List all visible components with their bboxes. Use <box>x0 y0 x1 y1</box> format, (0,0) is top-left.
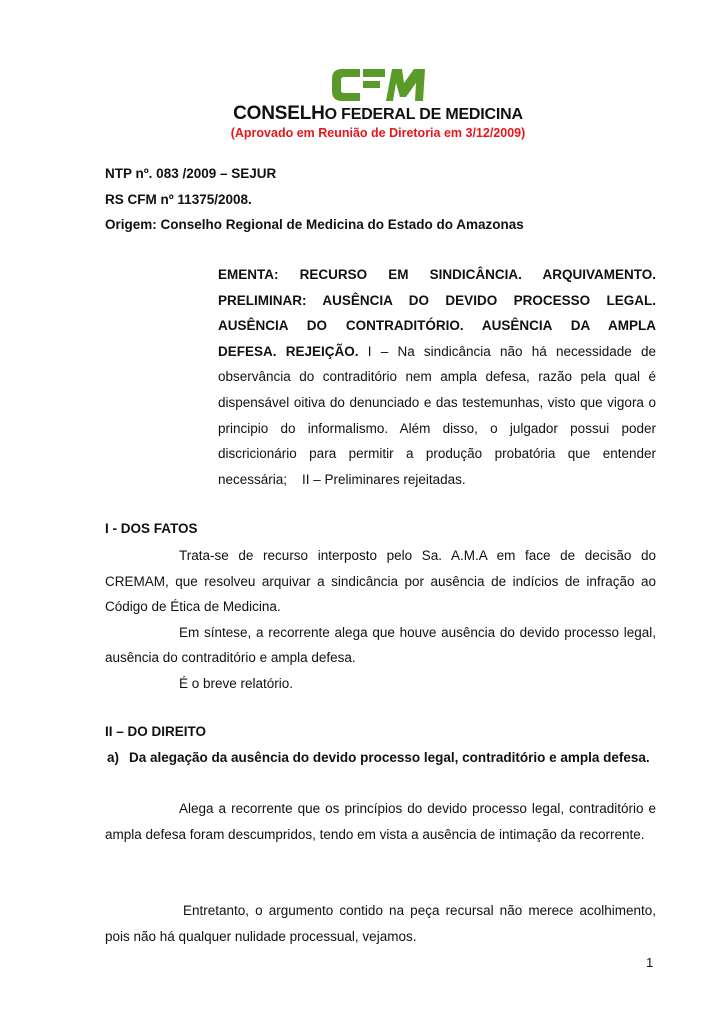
section-1-heading: I - DOS FATOS <box>105 521 198 536</box>
section-2-item-a <box>105 745 656 771</box>
ementa-line-3-text: AUSÊNCIA DO CONTRADITÓRIO. AUSÊNCIA DA AMPLA <box>218 318 656 334</box>
page-number: 1 <box>646 955 654 970</box>
ementa-body: observância do contraditório nem ampla defesa, razão pela qual é dispensável oitiva do denunciado e das testemunhas, visto que vigora o principio do informalismo. Além disso, o julgador possui poder discricionário para permitir a produção probatória que entender necessária; II – Preliminares rejeitadas. <box>218 369 660 487</box>
ntp-line: NTP nº. 083 /2009 – SEJUR <box>105 166 277 181</box>
origem-line: Origem: Conselho Regional de Medicina do Estado do Amazonas <box>105 217 524 232</box>
ementa-line-3 <box>218 313 656 339</box>
cfm-logo-graphic <box>330 67 426 103</box>
ementa-line-4 <box>218 339 656 365</box>
ementa-rejeicao: DEFESA. REJEIÇÃO. <box>218 343 359 359</box>
section-2-heading: II – DO DIREITO <box>105 724 207 739</box>
rs-line: RS CFM nº 11375/2008. <box>105 192 252 207</box>
title-part-1: CONSELH <box>233 103 325 124</box>
item-title: Da alegação da ausência do devido processo legal, contraditório e ampla defesa. <box>129 750 650 765</box>
ementa-block <box>218 262 660 492</box>
ementa-line-1-text: EMENTA: RECURSO EM SINDICÂNCIA. ARQUIVAMENTO. <box>218 267 656 282</box>
section-1-paragraph-3: É o breve relatório. <box>179 675 294 691</box>
page-title <box>0 103 724 125</box>
ementa-line-2-text: PRELIMINAR: AUSÊNCIA DO DEVIDO PROCESSO LEGAL. <box>218 292 656 308</box>
section-1-paragraph-2: Em síntese, a recorrente alega que houve ausência do devido processo legal, ausência do contraditório e ampla defesa. <box>105 624 656 666</box>
approval-subtitle: (Aprovado em Reunião de Diretoria em 3/12/2009) <box>230 126 526 140</box>
ementa-line-1 <box>218 262 656 288</box>
ementa-line-2 <box>218 288 656 314</box>
title-part-2: O FEDERAL DE MEDICINA <box>324 106 523 123</box>
section-2-paragraph-1: Alega a recorrente que os princípios do devido processo legal, contraditório e ampla defesa foram descumpridos, tendo em vista a ausência de intimação da recorrente. <box>105 801 656 842</box>
item-marker: a) <box>107 750 120 765</box>
cfm-logo <box>330 67 426 103</box>
section-2-body <box>105 796 656 847</box>
section-2-body-2 <box>105 898 656 949</box>
section-1-body <box>105 543 656 697</box>
ementa-line-4-rest: I – Na sindicância não há necessidade de <box>358 343 656 359</box>
section-2-paragraph-2: Entretanto, o argumento contido na peça recursal não merece acolhimento, pois não há qualquer nulidade processual, vejamos. <box>105 903 656 944</box>
section-1-paragraph-1: Trata-se de recurso interposto pelo Sa. A.M.A em face de decisão do CREMAM, que resolveu arquivar a sindicância por ausência de indícios de infração ao Código de Ética de Medicina. <box>105 548 656 615</box>
